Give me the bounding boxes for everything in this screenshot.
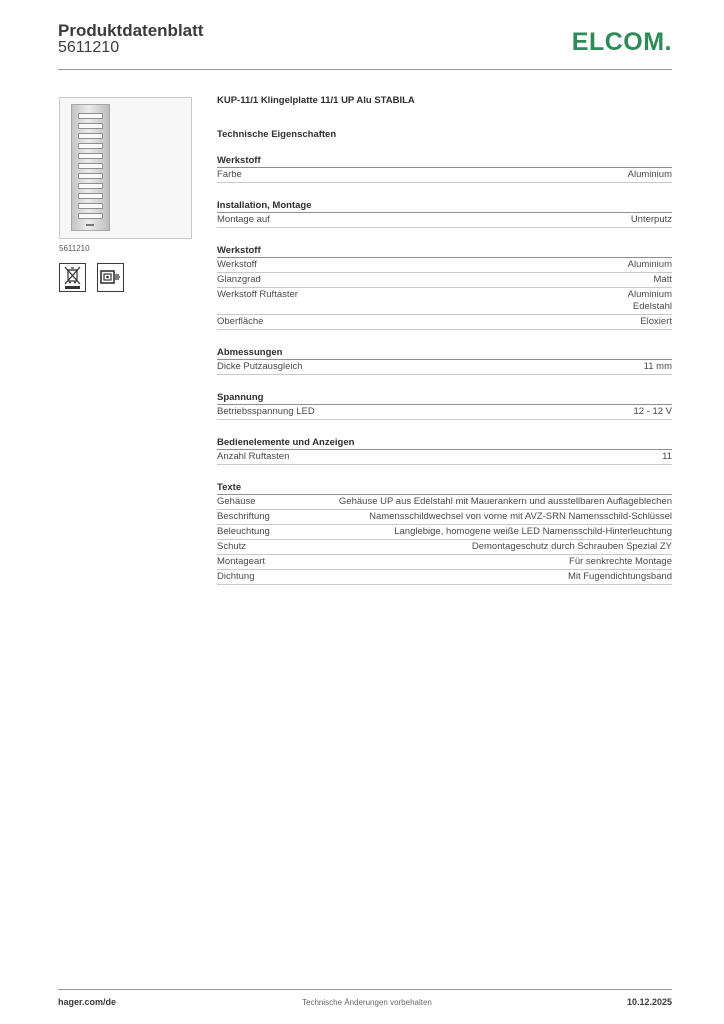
property-value: Langlebige, homogene weiße LED Namensschild-Hinterleuchtung: [394, 526, 672, 537]
device-symbol-icon: [97, 263, 124, 292]
property-row: [217, 555, 672, 570]
property-row: [217, 525, 672, 540]
property-value: Eloxiert: [640, 316, 672, 327]
property-label: Betriebsspannung LED: [217, 406, 315, 417]
property-section: [217, 432, 672, 465]
property-row: [217, 288, 672, 315]
section-title: Werkstoff: [217, 150, 672, 168]
property-row: [217, 510, 672, 525]
property-value: Für senkrechte Montage: [569, 556, 672, 567]
property-row: [217, 213, 672, 228]
property-value: Aluminium: [627, 259, 672, 270]
article-number: 5611210: [58, 39, 120, 56]
property-label: Oberfläche: [217, 316, 264, 327]
property-row: [217, 540, 672, 555]
section-title: Texte: [217, 477, 672, 495]
property-value: Matt: [653, 274, 672, 285]
property-section: [217, 240, 672, 330]
property-row: [217, 273, 672, 288]
product-image: [59, 97, 192, 239]
property-label: Gehäuse: [217, 496, 256, 507]
property-section: [217, 195, 672, 228]
property-value: Demontageschutz durch Schrauben Spezial ZY: [471, 541, 672, 552]
footer-date: 10.12.2025: [626, 997, 672, 1007]
properties-table: [217, 150, 672, 585]
property-row: [217, 495, 672, 510]
section-title: Abmessungen: [217, 342, 672, 360]
property-row: [217, 405, 672, 420]
image-caption: 5611210: [59, 244, 90, 253]
property-section: [217, 387, 672, 420]
property-value: Mit Fugendichtungsband: [567, 571, 672, 582]
property-label: Dichtung: [217, 571, 255, 582]
weee-crossed-bin-icon: [59, 263, 86, 292]
product-title: KUP-11/1 Klingelplatte 11/1 UP Alu STABILA: [217, 95, 415, 106]
elcom-logo: ELCOM.: [571, 28, 672, 56]
property-row: [217, 168, 672, 183]
property-value: 12 - 12 V: [633, 406, 672, 417]
section-heading-technical: Technische Eigenschaften: [217, 129, 337, 140]
property-value: Gehäuse UP aus Edelstahl mit Mauerankern und ausstellbaren Auflageblechen: [338, 496, 672, 507]
property-section: [217, 342, 672, 375]
property-value: Aluminium: [627, 169, 672, 180]
property-label: Dicke Putzausgleich: [217, 361, 303, 372]
property-row: [217, 258, 672, 273]
property-row: [217, 360, 672, 375]
section-title: Bedienelemente und Anzeigen: [217, 432, 672, 450]
footer-website: hager.com/de: [58, 997, 117, 1007]
section-title: Installation, Montage: [217, 195, 672, 213]
property-label: Werkstoff: [217, 259, 257, 270]
property-value: Aluminium Edelstahl: [627, 289, 672, 312]
property-label: Schutz: [217, 541, 247, 552]
property-value: 11: [662, 451, 672, 462]
section-title: Werkstoff: [217, 240, 672, 258]
property-row: [217, 450, 672, 465]
property-value: Namensschildwechsel von vorne mit AVZ-SRN Namensschild-Schlüssel: [369, 511, 672, 522]
property-label: Beschriftung: [217, 511, 270, 522]
property-row: [217, 315, 672, 330]
property-section: [217, 150, 672, 183]
property-label: Glanzgrad: [217, 274, 261, 285]
header-divider: [58, 69, 672, 70]
property-label: Werkstoff Ruftaster: [217, 289, 298, 300]
property-label: Farbe: [217, 169, 242, 180]
property-label: Beleuchtung: [217, 526, 270, 537]
property-row: [217, 570, 672, 585]
property-value: Unterputz: [630, 214, 672, 225]
doorbell-plate-illustration: [71, 104, 110, 231]
property-label: Montageart: [217, 556, 266, 567]
section-title: Spannung: [217, 387, 672, 405]
footer-divider: [58, 989, 672, 990]
property-value: 11 mm: [643, 361, 672, 372]
footer-disclaimer: Technische Änderungen vorbehalten: [302, 998, 432, 1007]
property-label: Montage auf: [217, 214, 270, 225]
property-section: [217, 477, 672, 585]
property-label: Anzahl Ruftasten: [217, 451, 290, 462]
document-title: Produktdatenblatt: [58, 21, 204, 40]
